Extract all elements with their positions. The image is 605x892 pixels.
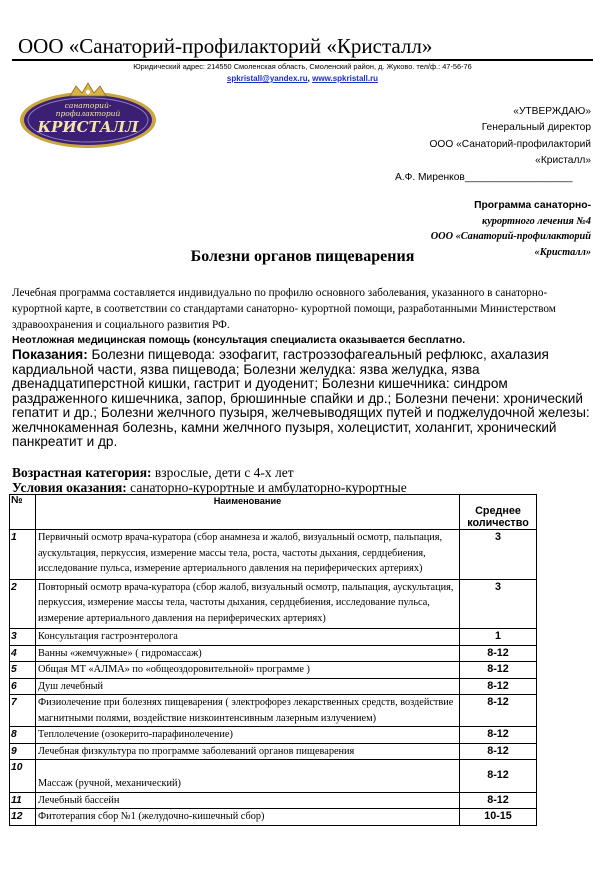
legal-address: Юридический адрес: 214550 Смоленская область, Смоленский район, д. Жуково. тел/ф.: 47-56-76 [133, 62, 472, 71]
table-row [10, 579, 537, 629]
program-line: «Кристалл» [534, 246, 591, 258]
row-name: Первичный осмотр врача-куратора (сбор анамнеза и жалоб, визуальный осмотр, пальпация, аускультация, перкуссия, измерение массы тела, роста, частоты дыхания, сердцебиения, исследование пульса, измерение артериального давления на периферических артериях) [36, 530, 460, 580]
company-title: ООО «Санаторий-профилакторий «Кристалл» [18, 34, 433, 58]
row-name: Физиолечение при болезнях пищеварения ( электрофорез лекарственных средств, воздействие магнитными полями, воздействие низкоинтенсивным лазерным излучением) [36, 695, 460, 727]
row-qty: 8-12 [460, 645, 537, 662]
row-qty: 8-12 [460, 678, 537, 695]
approval-line: ООО «Санаторий-профилакторий [429, 138, 591, 150]
row-num: 3 [10, 629, 36, 646]
approval-line: «Кристалл» [535, 155, 591, 167]
row-num: 7 [10, 695, 36, 727]
row-name: Общая МТ «АЛМА» по «общеоздоровительной» программе ) [36, 662, 460, 679]
approval-line: Генеральный директор [481, 122, 591, 134]
logo-line1: санаторий- [64, 101, 112, 110]
email-link[interactable]: spkristall@yandex.ru [226, 74, 308, 83]
logo-line2: профилакторий [55, 109, 121, 118]
row-name: Лечебный бассейн [36, 792, 460, 809]
row-qty: 8-12 [460, 662, 537, 679]
row-name: Массаж (ручной, механический) [36, 760, 460, 793]
row-num: 5 [10, 662, 36, 679]
row-qty: 8-12 [460, 743, 537, 760]
indications-text: Болезни пищевода: эзофагит, гастроэзофагеальный рефлюкс, ахалазия кардиальной части, язва пищевода; Болезни желудка: язва желудка, язва двенадцатиперстной кишки, гастрит и дуоденит; Болезни кишечника: синдром раздраженного кишечника, запор, брюшинные спайки и др.; Болезни печени: хронический гепатит и др.; Болезни желчного пузыря, желчевыводящих путей и поджелудочной железы: желчнокаменная болезнь, камни желчного пузыря, холецистит, холангит, хронический панкреатит и др. [12, 348, 590, 449]
row-name: Душ лечебный [36, 678, 460, 695]
row-qty: 8-12 [460, 727, 537, 744]
logo-name: КРИСТАЛЛ [37, 118, 139, 136]
table-row [10, 678, 537, 695]
row-qty: 10-15 [460, 809, 537, 826]
row-name: Консультация гастроэнтеролога [36, 629, 460, 646]
row-num: 2 [10, 579, 36, 629]
signature-line: А.Ф. Миренков___________________ [395, 171, 573, 183]
table-row [10, 629, 537, 646]
header-qty-line: Среднее [475, 505, 521, 517]
row-qty: 3 [460, 530, 537, 580]
conditions-section [12, 481, 407, 495]
conditions-label: Условия оказания: [12, 480, 127, 495]
row-num: 1 [10, 530, 36, 580]
contact-separator: , [307, 74, 310, 83]
header-qty [460, 495, 537, 530]
row-num: 9 [10, 743, 36, 760]
row-num: 12 [10, 809, 36, 826]
kristall-logo [18, 82, 158, 152]
conditions-text: санаторно-курортные и амбулаторно-курортные [126, 480, 407, 495]
header-name: Наименование [36, 495, 460, 530]
website-link[interactable]: www.spkristall.ru [312, 74, 379, 83]
row-name: Фитотерапия сбор №1 (желудочно-кишечный сбор) [36, 809, 460, 826]
program-line: Программа санаторно- [474, 200, 591, 211]
row-qty: 3 [460, 579, 537, 629]
row-name: Лечебная физкультура по программе заболеваний органов пищеварения [36, 743, 460, 760]
header-qty-line: количество [467, 517, 529, 529]
row-num: 10 [10, 760, 36, 793]
table-row [10, 792, 537, 809]
logo-crown-gem [86, 90, 90, 94]
table-row [10, 760, 537, 793]
table-row [10, 530, 537, 580]
table-row [10, 743, 537, 760]
row-name: Теплолечение (озокерито-парафинолечение) [36, 727, 460, 744]
services-table [9, 494, 537, 826]
table-row [10, 645, 537, 662]
row-name: Повторный осмотр врача-куратора (сбор жалоб, визуальный осмотр, пальпация, аускультация, перкуссия, измерение массы тела, частоты дыхания, сердцебиения, исследование пульса, измерение артериального давления на периферических артериях) [36, 579, 460, 629]
row-num: 6 [10, 678, 36, 695]
table-header-row [10, 495, 537, 530]
row-num: 4 [10, 645, 36, 662]
free-care-note: Неотложная медицинская помощь (консультация специалиста оказывается бесплатно. [12, 335, 466, 346]
table-row [10, 695, 537, 727]
table-row [10, 809, 537, 826]
approval-line: «УТВЕРЖДАЮ» [513, 106, 591, 117]
header-num: № [10, 495, 36, 530]
row-name: Ванны «жемчужные» ( гидромассаж) [36, 645, 460, 662]
row-qty: 1 [460, 629, 537, 646]
program-line: курортного лечения №4 [482, 215, 591, 227]
row-qty: 8-12 [460, 760, 537, 793]
table-row [10, 662, 537, 679]
indications-label: Показания: [12, 348, 88, 362]
row-num: 11 [10, 792, 36, 809]
row-num: 8 [10, 727, 36, 744]
indications-section [12, 348, 592, 466]
approval-block [381, 104, 591, 186]
document-title: Болезни органов пищеварения [190, 248, 415, 265]
row-qty: 8-12 [460, 792, 537, 809]
header-divider [12, 59, 593, 61]
table-row [10, 727, 537, 744]
age-label: Возрастная категория: [12, 465, 152, 480]
age-text: взрослые, дети с 4-х лет [151, 465, 294, 480]
age-category [12, 466, 294, 480]
row-qty: 8-12 [460, 695, 537, 727]
program-line: ООО «Санаторий-профилакторий [430, 231, 591, 242]
intro-paragraph: Лечебная программа составляется индивидуально по профилю основного заболевания, указанного в санаторно-курортной карте, в соответствии со стандартами санаторно- курортной помощи, разработанными Министерством здравоохранения и социального развития РФ. [12, 287, 556, 331]
